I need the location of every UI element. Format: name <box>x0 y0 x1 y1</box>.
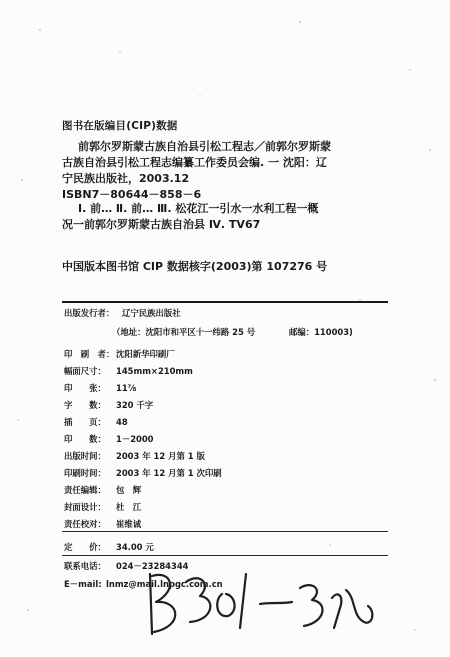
cip-subject-headings <box>62 201 392 233</box>
postcode-text: 邮编：110003) <box>288 327 353 337</box>
divider-price <box>62 531 388 532</box>
pub-label: 印刷时间： <box>64 468 106 478</box>
handwritten-call-number <box>142 568 382 648</box>
pub-value: 2003 年 12 月第 1 版 <box>116 451 205 461</box>
pub-row <box>64 382 136 394</box>
pub-row <box>64 501 141 513</box>
pub-row <box>64 450 205 462</box>
email-label: E－mail: <box>64 579 102 589</box>
address-row <box>112 326 353 338</box>
email-value: lnmz@mail.lnpgc.com.cn <box>106 579 223 589</box>
pub-label: 出版时间： <box>64 451 106 461</box>
pub-row <box>64 484 141 496</box>
pub-label: 责任编辑： <box>64 485 106 495</box>
cip-line: 前郭尔罗斯蒙古族自治县引松工程志／前郭尔罗斯蒙 <box>78 140 331 153</box>
pub-label: 责任校对： <box>64 519 106 529</box>
pub-value: 320 千字 <box>116 400 154 410</box>
pub-value: 48 <box>116 417 128 427</box>
pub-value: 11⅞ <box>116 383 137 393</box>
subject-line: Ⅰ. 前… Ⅱ. 前… Ⅲ. 松花江一引水一水利工程一概 <box>78 202 319 215</box>
pub-value: 杜 江 <box>116 502 142 512</box>
price-value: 34.00 元 <box>116 542 154 552</box>
pub-value: 145mm×210mm <box>116 366 193 376</box>
cip-heading: 图书在版编目(CIP)数据 <box>62 120 178 132</box>
publisher-row <box>64 307 181 319</box>
pub-label: 字 数： <box>64 400 106 410</box>
publisher-value: 辽宁民族出版社 <box>122 308 181 318</box>
phone-value: 024－23284344 <box>116 561 189 571</box>
pub-label: 印 数： <box>64 434 106 444</box>
pub-row <box>64 399 153 411</box>
pub-label: 幅面尺寸： <box>64 366 106 376</box>
pub-row <box>64 365 193 377</box>
subject-line: 况一前郭尔罗斯蒙古族自治县 Ⅳ. TV67 <box>62 218 261 231</box>
pub-label: 印 刷 者： <box>64 349 115 359</box>
phone-label: 联系电话： <box>64 561 106 571</box>
pub-label: 印 张： <box>64 383 106 393</box>
cip-data-number: 中国版本图书馆 CIP 数据核字(2003)第 107276 号 <box>62 260 328 273</box>
price-label: 定 价： <box>64 542 106 552</box>
pub-row <box>64 518 141 530</box>
pub-row <box>64 348 175 360</box>
pub-row <box>64 416 128 428</box>
cip-isbn: ISBN7－80644－858－6 <box>62 188 202 201</box>
pub-label: 插 页： <box>64 417 106 427</box>
pub-value: 2003 年 12 月第 1 次印刷 <box>116 468 222 478</box>
pub-row <box>64 433 154 445</box>
cip-line: 宁民族出版社，2003.12 <box>62 172 190 185</box>
divider-top <box>62 301 388 303</box>
divider-contact <box>62 555 388 556</box>
pub-value: 沈阳新华印刷厂 <box>116 349 175 359</box>
cip-record <box>62 139 392 203</box>
pub-row <box>64 467 222 479</box>
pub-value: 1－2000 <box>116 434 154 444</box>
cip-line: 古族自治县引松工程志编纂工作委员会编. 一 沈阳：辽 <box>62 156 327 169</box>
pub-label: 封面设计： <box>64 502 106 512</box>
pub-value: 崔维诚 <box>116 519 142 529</box>
pub-value: 包 辉 <box>116 485 142 495</box>
publisher-label: 出版发行者： <box>64 308 115 318</box>
address-text: （地址：沈阳市和平区十一纬路 25 号 <box>112 327 256 337</box>
